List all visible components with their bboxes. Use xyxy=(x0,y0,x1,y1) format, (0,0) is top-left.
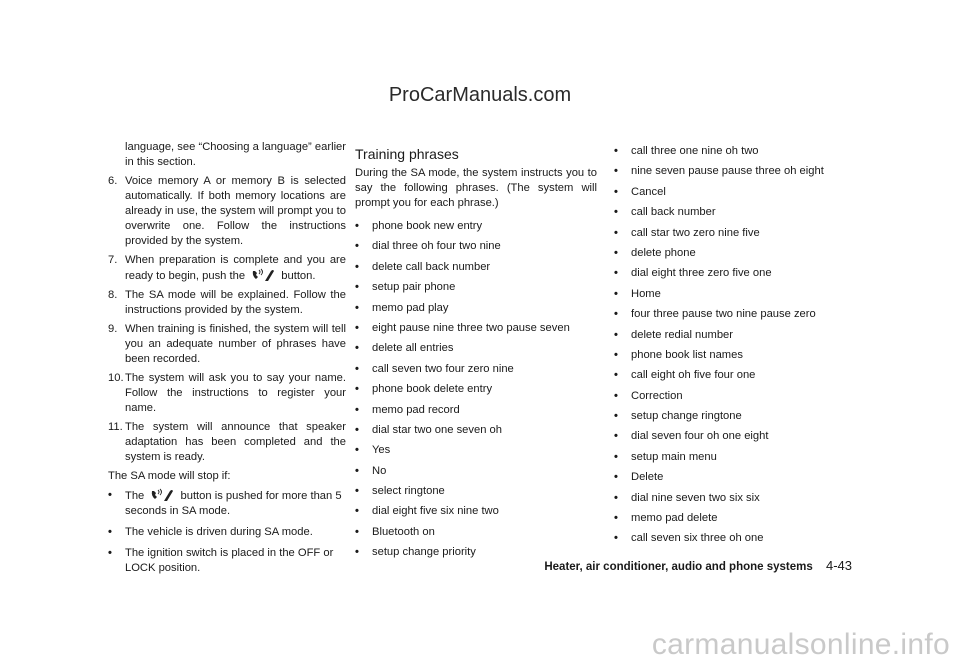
phrase-text: memo pad delete xyxy=(631,512,718,525)
bullet-glyph: • xyxy=(355,362,359,375)
bullet-glyph: • xyxy=(614,267,618,280)
step-7 xyxy=(108,253,346,284)
bullet-glyph: • xyxy=(614,430,618,443)
stop-bullet xyxy=(108,488,346,519)
bullet-glyph: • xyxy=(108,547,112,559)
step-text-after: button. xyxy=(281,270,316,282)
step-10 xyxy=(108,371,346,416)
phrase-item xyxy=(614,491,852,511)
step-number: 7. xyxy=(108,254,118,266)
bullet-glyph: • xyxy=(108,489,112,501)
bullet-glyph: • xyxy=(614,512,618,525)
training-intro: During the SA mode, the system instructs you to say the following phrases. (The system will prompt you for each phrase.) xyxy=(355,167,597,209)
phrase-text: eight pause nine three two pause seven xyxy=(372,321,570,334)
phrase-text: call eight oh five four one xyxy=(631,369,756,382)
bullet-text: The ignition switch is placed in the OFF or LOCK position. xyxy=(125,547,334,574)
phrase-text: delete call back number xyxy=(372,260,491,273)
bullet-glyph: • xyxy=(614,185,618,198)
phrase-text: dial nine seven two six six xyxy=(631,491,760,504)
phrase-item xyxy=(355,464,597,484)
phrase-text: dial three oh four two nine xyxy=(372,240,501,253)
step-number: 6. xyxy=(108,175,118,187)
phrase-item xyxy=(614,287,852,307)
bullet-glyph: • xyxy=(355,321,359,334)
phrase-text: select ringtone xyxy=(372,485,445,498)
phrase-text: memo pad play xyxy=(372,301,449,314)
phrase-text: dial star two one seven oh xyxy=(372,423,502,436)
phrase-text: phone book delete entry xyxy=(372,383,493,396)
page-number: 4-43 xyxy=(825,558,852,573)
phrase-item xyxy=(614,389,852,409)
stop-bullet xyxy=(108,525,346,540)
talk-phone-icon xyxy=(149,488,175,502)
phrase-item xyxy=(355,341,597,361)
phrase-text: delete phone xyxy=(631,246,696,259)
step-9 xyxy=(108,322,346,367)
phrase-item xyxy=(355,484,597,504)
bullet-glyph: • xyxy=(355,525,359,538)
phrase-item xyxy=(614,185,852,205)
phrase-item xyxy=(614,429,852,449)
phrase-text: memo pad record xyxy=(372,403,460,416)
phrase-item xyxy=(614,531,852,551)
phrase-item xyxy=(355,321,597,341)
bullet-text: The vehicle is driven during SA mode. xyxy=(125,526,313,538)
phrase-text: Yes xyxy=(372,444,391,457)
phrase-item xyxy=(614,307,852,327)
phrase-text: Delete xyxy=(631,471,664,484)
phrase-text: setup pair phone xyxy=(372,281,456,294)
middle-column xyxy=(355,146,597,566)
phrase-text: setup main menu xyxy=(631,450,717,463)
phrase-text: dial seven four oh one eight xyxy=(631,430,769,443)
step-8 xyxy=(108,288,346,318)
phrase-text: Correction xyxy=(631,389,683,402)
bullet-glyph: • xyxy=(355,423,359,436)
phrase-item xyxy=(355,362,597,382)
phrase-item xyxy=(355,443,597,463)
phrase-text: Home xyxy=(631,287,661,300)
bullet-glyph: • xyxy=(108,526,112,538)
bullet-glyph: • xyxy=(355,546,359,559)
bullet-text xyxy=(125,488,346,519)
site-header: ProCarManuals.com xyxy=(388,84,572,106)
step-text: The system will ask you to say your name. Follow the instructions to register your name. xyxy=(125,372,346,414)
stop-intro: The SA mode will stop if: xyxy=(108,470,231,482)
watermark: carmanualsonline.info xyxy=(651,628,950,661)
step-text: When training is finished, the system will tell you an adequate number of phrases have been recorded. xyxy=(125,323,346,365)
bullet-glyph: • xyxy=(614,450,618,463)
phrase-item xyxy=(614,470,852,490)
bullet-glyph: • xyxy=(614,308,618,321)
talk-phone-icon xyxy=(250,268,276,282)
phrase-item xyxy=(614,328,852,348)
step-6 xyxy=(108,174,346,249)
continuation-paragraph: language, see “Choosing a language” earlier in this section. xyxy=(125,141,346,168)
phrase-item xyxy=(355,382,597,402)
step-number: 10. xyxy=(108,372,124,384)
phrase-text: Cancel xyxy=(631,185,666,198)
phrase-item xyxy=(614,205,852,225)
step-text: The system will announce that speaker adaptation has been completed and the system is ready. xyxy=(125,421,346,463)
bullet-text-after: button is pushed for more than 5 seconds in SA mode. xyxy=(125,490,342,517)
phrase-item xyxy=(614,450,852,470)
bullet-glyph: • xyxy=(614,532,618,545)
phrase-item xyxy=(614,144,852,164)
phrase-text: delete all entries xyxy=(372,342,454,355)
phrase-text: nine seven pause pause three oh eight xyxy=(631,165,824,178)
footer-section-title: Heater, air conditioner, audio and phone systems xyxy=(544,561,813,573)
phrase-text: call seven two four zero nine xyxy=(372,362,514,375)
bullet-glyph: • xyxy=(614,491,618,504)
step-number: 8. xyxy=(108,289,118,301)
page-footer xyxy=(500,558,852,573)
phrase-item xyxy=(355,301,597,321)
stop-bullet xyxy=(108,546,346,576)
bullet-glyph: • xyxy=(355,485,359,498)
phrase-item xyxy=(614,409,852,429)
section-heading: Training phrases xyxy=(355,146,459,162)
phrase-item xyxy=(614,348,852,368)
bullet-glyph: • xyxy=(614,165,618,178)
bullet-glyph: • xyxy=(614,226,618,239)
step-number: 9. xyxy=(108,323,118,335)
step-text-before: When preparation is complete and you are ready to begin, push the xyxy=(125,254,346,282)
bullet-glyph: • xyxy=(614,410,618,423)
bullet-glyph: • xyxy=(614,287,618,300)
bullet-glyph: • xyxy=(355,444,359,457)
step-text: The SA mode will be explained. Follow the instructions provided by the system. xyxy=(125,289,346,316)
bullet-glyph: • xyxy=(614,348,618,361)
bullet-glyph: • xyxy=(355,342,359,355)
phrase-text: call three one nine oh two xyxy=(631,145,759,157)
phrase-item xyxy=(355,504,597,524)
step-number: 11. xyxy=(108,421,123,433)
bullet-text-before: The xyxy=(125,490,145,502)
phrase-item xyxy=(614,226,852,246)
phrase-item xyxy=(355,239,597,259)
phrase-item xyxy=(614,164,852,184)
phrase-text: call seven six three oh one xyxy=(631,532,764,545)
phrase-text: phone book list names xyxy=(631,348,743,361)
bullet-glyph: • xyxy=(355,505,359,518)
phrase-item xyxy=(355,525,597,545)
phrase-text: dial eight five six nine two xyxy=(372,505,499,518)
bullet-glyph: • xyxy=(614,246,618,259)
phrase-text: call star two zero nine five xyxy=(631,226,760,239)
phrase-text: four three pause two nine pause zero xyxy=(631,308,816,321)
phrase-item xyxy=(614,246,852,266)
phrase-text: call back number xyxy=(631,206,716,219)
phrase-item xyxy=(614,511,852,531)
phrase-text: dial eight three zero five one xyxy=(631,267,772,280)
phrase-text: phone book new entry xyxy=(372,220,483,232)
phrase-text: No xyxy=(372,464,387,477)
step-text: Voice memory A or memory B is selected automatically. If both memory locations are already in use, the system will prompt you to overwrite one. Follow the instructions provided by the system. xyxy=(125,175,346,247)
bullet-glyph: • xyxy=(614,389,618,402)
bullet-glyph: • xyxy=(614,206,618,219)
bullet-glyph: • xyxy=(355,281,359,294)
phrase-item xyxy=(355,403,597,423)
bullet-glyph: • xyxy=(355,260,359,273)
right-column xyxy=(614,144,852,552)
phrase-list-right xyxy=(614,144,852,552)
bullet-glyph: • xyxy=(355,403,359,416)
phrase-text: setup change priority xyxy=(372,546,476,559)
bullet-glyph: • xyxy=(355,464,359,477)
bullet-glyph: • xyxy=(355,240,359,253)
phrase-item xyxy=(355,280,597,300)
phrase-item xyxy=(355,219,597,239)
bullet-glyph: • xyxy=(614,145,618,157)
step-text xyxy=(125,253,346,284)
phrase-text: setup change ringtone xyxy=(631,410,742,423)
bullet-glyph: • xyxy=(614,328,618,341)
phrase-item xyxy=(614,266,852,286)
left-column xyxy=(108,140,346,582)
phrase-list-middle xyxy=(355,219,597,566)
phrase-item xyxy=(355,260,597,280)
phrase-item xyxy=(355,423,597,443)
phrase-item xyxy=(614,368,852,388)
bullet-glyph: • xyxy=(355,383,359,396)
bullet-glyph: • xyxy=(614,369,618,382)
bullet-glyph: • xyxy=(614,471,618,484)
bullet-glyph: • xyxy=(355,301,359,314)
phrase-text: delete redial number xyxy=(631,328,733,341)
phrase-text: Bluetooth on xyxy=(372,525,435,538)
bullet-glyph: • xyxy=(355,220,359,232)
step-11 xyxy=(108,420,346,465)
